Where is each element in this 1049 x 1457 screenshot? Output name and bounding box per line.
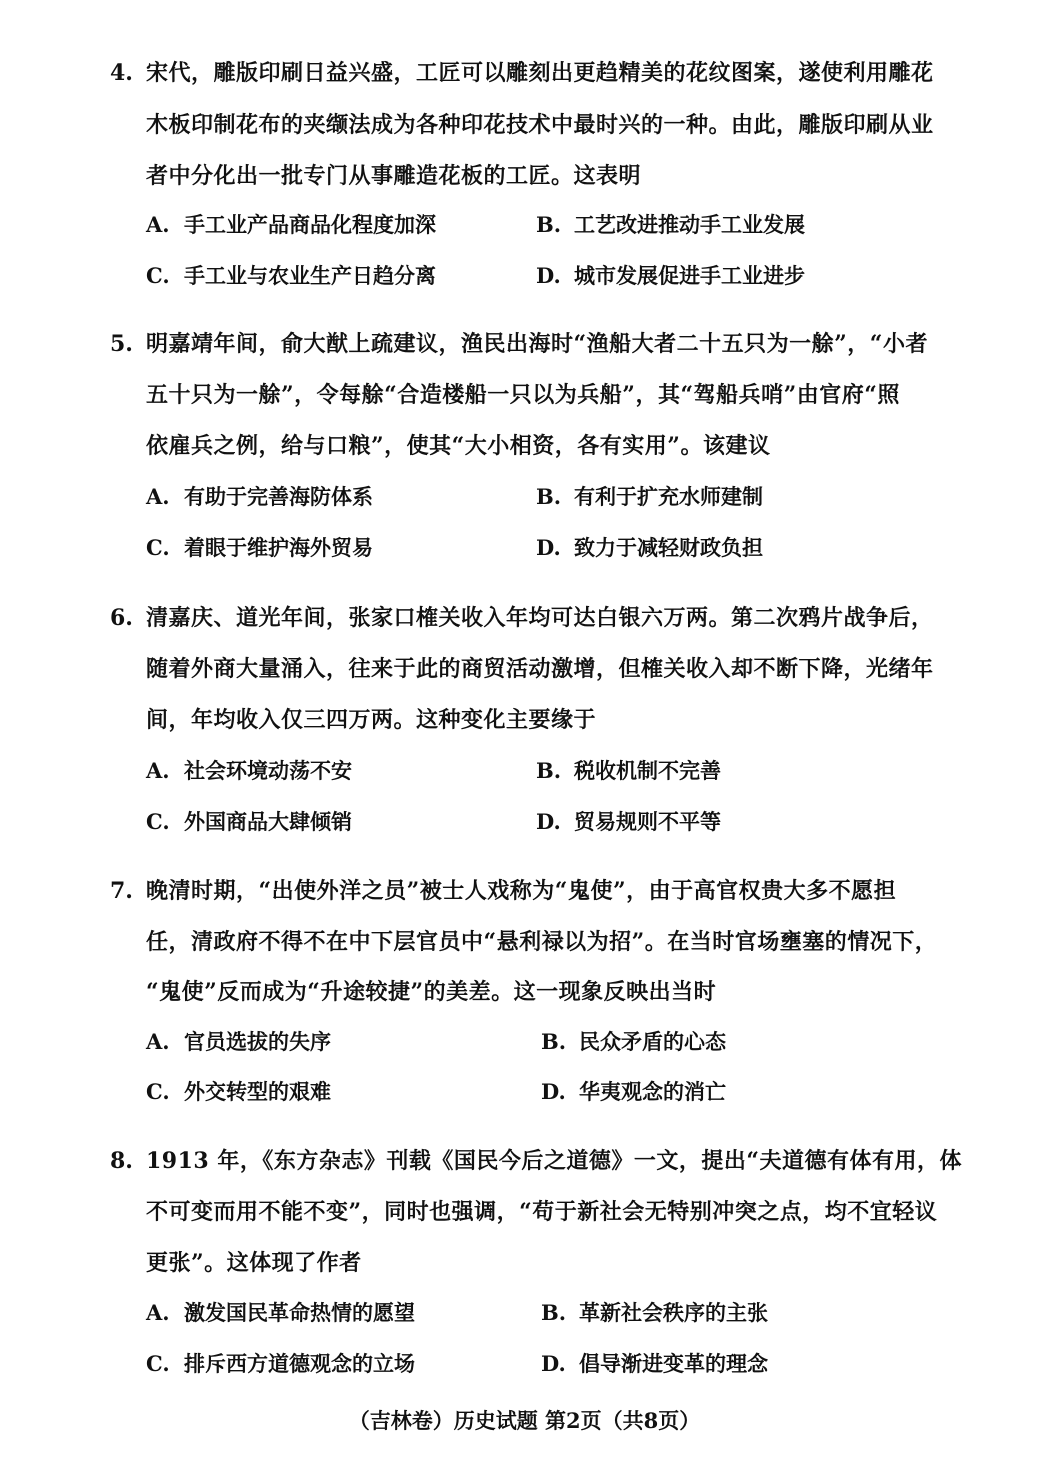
- option-letter: B.: [536, 758, 562, 783]
- option-d[interactable]: [541, 1077, 726, 1107]
- option-letter: C.: [146, 809, 170, 834]
- option-letter: C.: [146, 1351, 170, 1376]
- question-number: 8.: [110, 1148, 133, 1174]
- option-b[interactable]: [541, 1298, 768, 1328]
- option-a[interactable]: [146, 210, 436, 240]
- option-c[interactable]: [146, 1349, 415, 1379]
- question-text-line: 不可变而用不能不变”，同时也强调，“苟于新社会无特别冲突之点，均不宜轻议: [146, 1199, 938, 1225]
- option-text: 着眼于维护海外贸易: [184, 535, 373, 560]
- question-number: 7.: [110, 878, 133, 904]
- option-a[interactable]: [146, 756, 352, 786]
- question-text-line: “鬼使”反而成为“升途较捷”的美差。这一现象反映出当时: [146, 979, 717, 1005]
- option-text: 城市发展促进手工业进步: [574, 263, 805, 288]
- option-text: 华夷观念的消亡: [579, 1079, 726, 1104]
- option-letter: C.: [146, 263, 170, 288]
- option-letter: D.: [536, 809, 561, 834]
- option-d[interactable]: [541, 1349, 768, 1379]
- option-letter: D.: [541, 1079, 566, 1104]
- option-b[interactable]: [536, 210, 805, 240]
- option-letter: A.: [146, 758, 170, 783]
- option-letter: B.: [541, 1029, 567, 1054]
- option-text: 贸易规则不平等: [574, 809, 721, 834]
- option-text: 革新社会秩序的主张: [579, 1300, 768, 1325]
- question-text-line: 依雇兵之例，给与口粮”，使其“大小相资，各有实用”。该建议: [146, 433, 771, 459]
- option-b[interactable]: [536, 756, 721, 786]
- option-text: 有助于完善海防体系: [184, 484, 373, 509]
- option-letter: D.: [541, 1351, 566, 1376]
- question-text-line: 任，清政府不得不在中下层官员中“悬利禄以为招”。在当时官场壅塞的情况下，: [146, 929, 938, 955]
- question-number: 4.: [110, 60, 133, 86]
- option-text: 倡导渐进变革的理念: [579, 1351, 768, 1376]
- option-d[interactable]: [536, 807, 721, 837]
- question-text-line: 1913 年，《东方杂志》刊载《国民今后之道德》一文，提出“夫道德有体有用，体: [146, 1148, 963, 1174]
- question-text-line: 者中分化出一批专门从事雕造花板的工匠。这表明: [146, 163, 642, 189]
- option-letter: A.: [146, 1300, 170, 1325]
- question-text-line: 晚清时期，“出使外洋之员”被士人戏称为“鬼使”，由于高官权贵大多不愿担: [146, 878, 897, 904]
- option-text: 工艺改进推动手工业发展: [574, 212, 805, 237]
- option-letter: A.: [146, 212, 170, 237]
- option-text: 税收机制不完善: [574, 758, 721, 783]
- option-c[interactable]: [146, 261, 436, 291]
- option-d[interactable]: [536, 261, 805, 291]
- option-letter: C.: [146, 1079, 170, 1104]
- option-text: 外交转型的艰难: [184, 1079, 331, 1104]
- option-letter: D.: [536, 263, 561, 288]
- option-letter: B.: [536, 484, 562, 509]
- option-letter: A.: [146, 484, 170, 509]
- option-a[interactable]: [146, 1027, 331, 1057]
- option-b[interactable]: [541, 1027, 726, 1057]
- option-text: 排斥西方道德观念的立场: [184, 1351, 415, 1376]
- option-letter: C.: [146, 535, 170, 560]
- option-c[interactable]: [146, 533, 373, 563]
- option-text: 官员选拔的失序: [184, 1029, 331, 1054]
- question-number: 6.: [110, 605, 133, 631]
- option-a[interactable]: [146, 1298, 415, 1328]
- question-text-line: 清嘉庆、道光年间，张家口榷关收入年均可达白银六万两。第二次鸦片战争后，: [146, 605, 934, 631]
- option-letter: B.: [541, 1300, 567, 1325]
- option-text: 手工业与农业生产日趋分离: [184, 263, 436, 288]
- question-text-line: 宋代，雕版印刷日益兴盛，工匠可以雕刻出更趋精美的花纹图案，遂使利用雕花: [146, 60, 934, 86]
- option-text: 致力于减轻财政负担: [574, 535, 763, 560]
- question-text-line: 五十只为一艅”，令每艅“合造楼船一只以为兵船”，其“驾船兵哨”由官府“照: [146, 382, 900, 408]
- option-c[interactable]: [146, 1077, 331, 1107]
- question-text-line: 间，年均收入仅三四万两。这种变化主要缘于: [146, 707, 597, 733]
- question-text-line: 更张”。这体现了作者: [146, 1250, 362, 1276]
- option-letter: D.: [536, 535, 561, 560]
- option-text: 社会环境动荡不安: [184, 758, 352, 783]
- question-number: 5.: [110, 331, 133, 357]
- option-b[interactable]: [536, 482, 763, 512]
- option-a[interactable]: [146, 482, 373, 512]
- question-text-line: 明嘉靖年间，俞大猷上疏建议，渔民出海时“渔船大者二十五只为一艅”，“小者: [146, 331, 928, 357]
- option-d[interactable]: [536, 533, 763, 563]
- question-text-line: 随着外商大量涌入，往来于此的商贸活动激增，但榷关收入却不断下降，光绪年: [146, 656, 934, 682]
- option-text: 民众矛盾的心态: [579, 1029, 726, 1054]
- option-letter: B.: [536, 212, 562, 237]
- option-text: 激发国民革命热情的愿望: [184, 1300, 415, 1325]
- option-text: 外国商品大肆倾销: [184, 809, 352, 834]
- option-letter: A.: [146, 1029, 170, 1054]
- option-text: 有利于扩充水师建制: [574, 484, 763, 509]
- question-text-line: 木板印制花布的夹缬法成为各种印花技术中最时兴的一种。由此，雕版印刷从业: [146, 112, 934, 138]
- page-footer: （吉林卷）历史试题 第2页（共8页）: [348, 1408, 701, 1433]
- option-c[interactable]: [146, 807, 352, 837]
- option-text: 手工业产品商品化程度加深: [184, 212, 436, 237]
